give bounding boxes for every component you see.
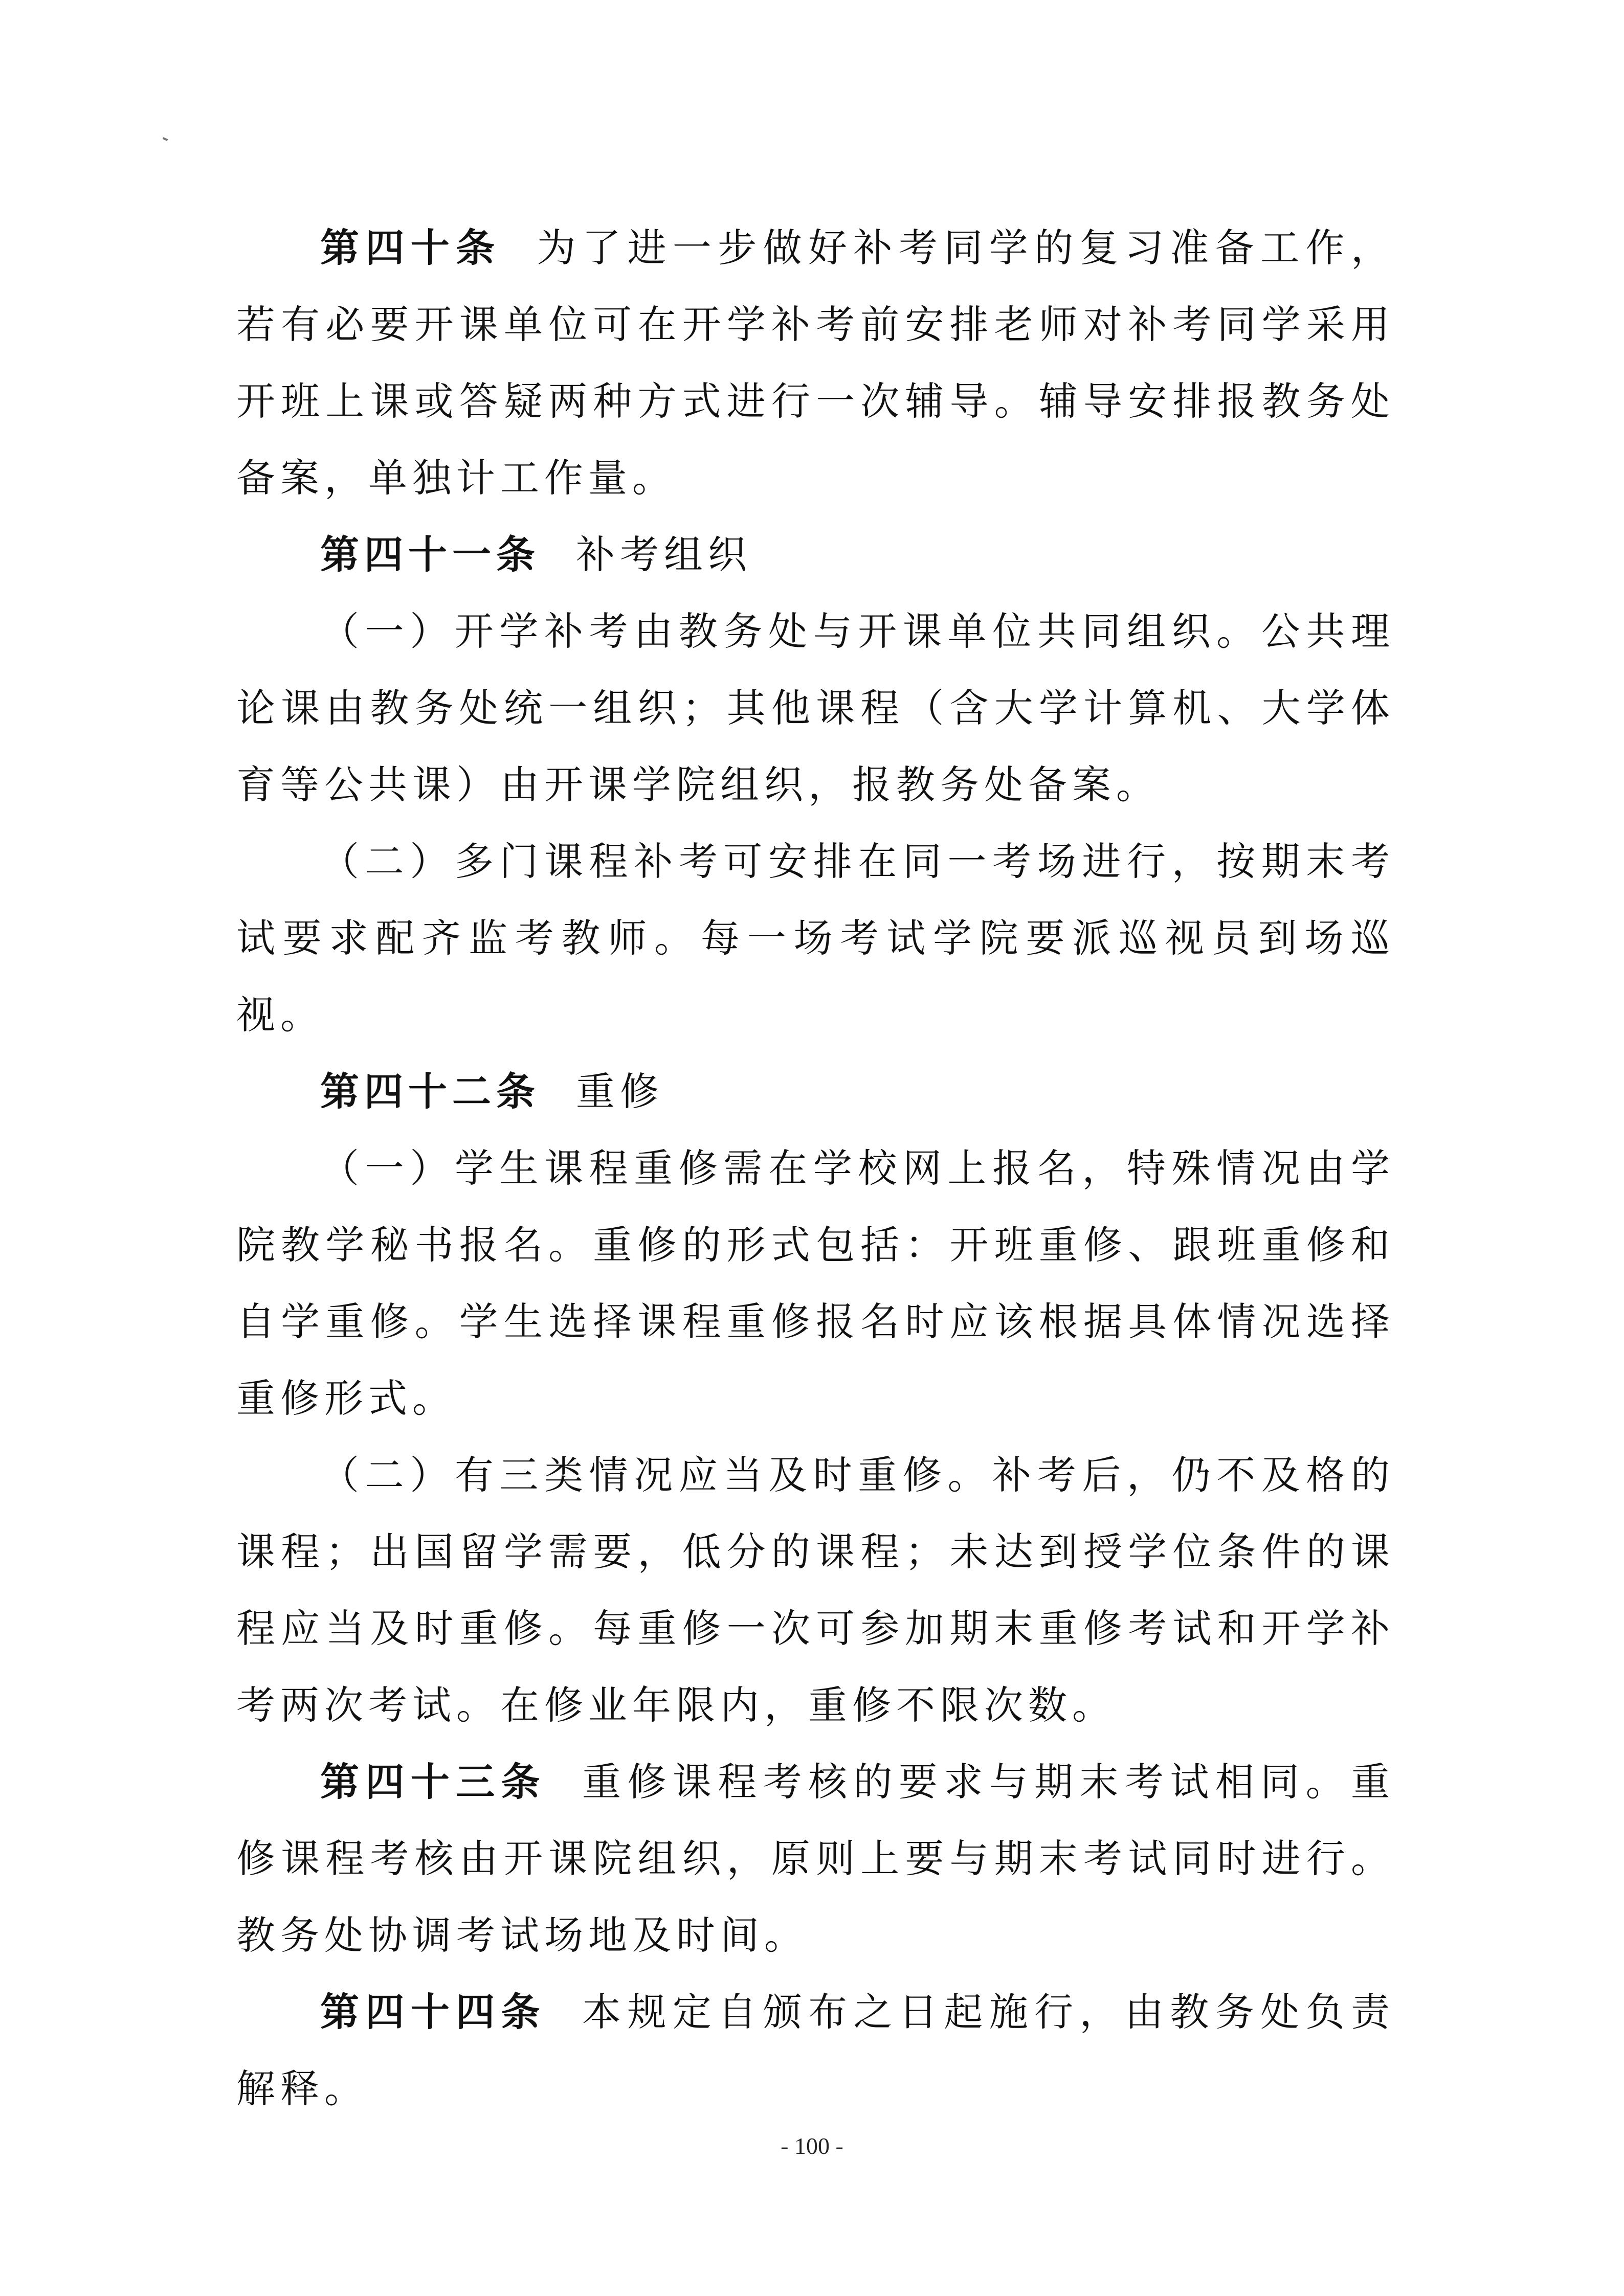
clause-text: （二）有三类情况应当及时重修。补考后，仍不及格的课程；出国留学需要，低分的课程；未达到授学位条件的课程应当及时重修。每重修一次可参加期末重修考试和开学补考两次考试。在修业年限内，重修不限次数。 [236,1452,1395,1728]
article-text: 补考组织 [576,532,752,577]
article-41-clause-1 [236,593,1395,823]
article-40-paragraph [236,210,1395,516]
article-number: 第四十三条 [320,1759,547,1805]
scan-mark [163,137,168,141]
article-text: 为了进一步做好补考同学的复习准备工作，若有必要开课单位可在开学补考前安排老师对补考同学采用开班上课或答疑两种方式进行一次辅导。辅导安排报教务处备案，单独计工作量。 [236,225,1395,501]
article-text: 重修课程考核的要求与期末考试相同。重修课程考核由开课院组织，原则上要与期末考试同时进行。教务处协调考试场地及时间。 [236,1759,1395,1958]
article-number: 第四十二条 [320,1069,540,1114]
article-41-clause-2 [236,823,1395,1053]
article-44-paragraph [236,1974,1395,2127]
article-42-clause-2 [236,1437,1395,1744]
document-body [236,210,1395,2127]
page-number: - 100 - [781,2133,843,2159]
article-number: 第四十四条 [320,1989,547,2035]
clause-text: （一）学生课程重修需在学校网上报名，特殊情况由学院教学秘书报名。重修的形式包括：开班重修、跟班重修和自学重修。学生选择课程重修报名时应该根据具体情况选择重修形式。 [236,1145,1395,1421]
article-number: 第四十条 [320,225,501,271]
article-text: 本规定自颁布之日起施行，由教务处负责解释。 [236,1989,1395,2111]
clause-text: （一）开学补考由教务处与开课单位共同组织。公共理论课由教务处统一组织；其他课程（含大学计算机、大学体育等公共课）由开课学院组织，报教务处备案。 [236,609,1395,807]
article-text: 重修 [576,1069,664,1114]
article-43-paragraph [236,1744,1395,1974]
article-number: 第四十一条 [320,532,540,577]
article-42-clause-1 [236,1130,1395,1437]
article-41-paragraph [236,516,1395,593]
article-42-paragraph [236,1053,1395,1130]
clause-text: （二）多门课程补考可安排在同一考场进行，按期末考试要求配齐监考教师。每一场考试学院要派巡视员到场巡视。 [236,839,1395,1038]
